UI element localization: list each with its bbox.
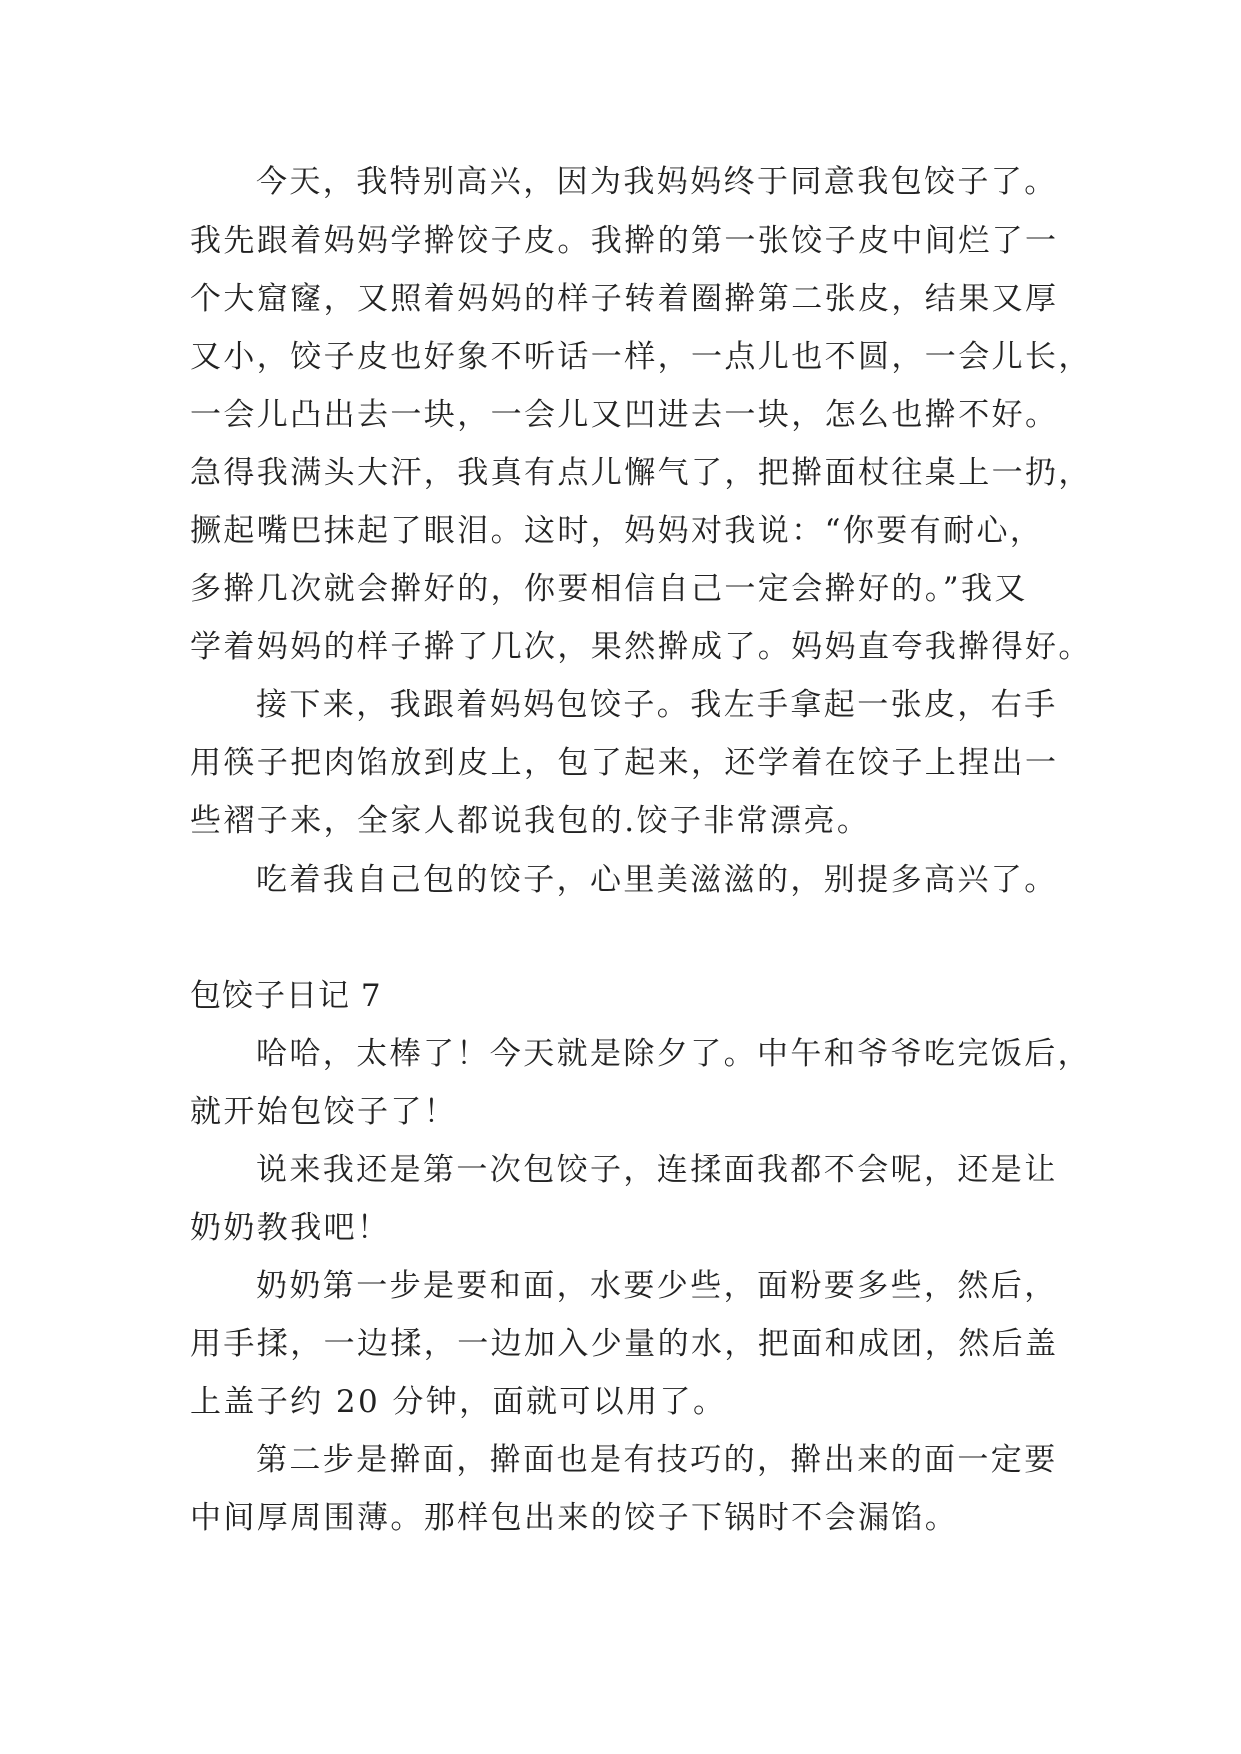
section-title: 包饺子日记 7	[190, 978, 382, 1014]
text-line: 学着妈妈的样子擀了几次，果然擀成了。妈妈直夸我擀得好。	[190, 629, 1092, 665]
text-line: 我先跟着妈妈学擀饺子皮。我擀的第一张饺子皮中间烂了一	[190, 223, 1059, 259]
text-line: 说来我还是第一次包饺子，连揉面我都不会呢，还是让	[256, 1152, 1058, 1188]
text-line: 多擀几次就会擀好的，你要相信自己一定会擀好的。”我又	[190, 571, 1028, 607]
text-line: 一会儿凸出去一块，一会儿又凹进去一块，怎么也擀不好。	[190, 397, 1059, 433]
text-line: 第二步是擀面，擀面也是有技巧的，擀出来的面一定要	[256, 1442, 1058, 1478]
text-line: 用手揉，一边揉，一边加入少量的水，把面和成团，然后盖	[190, 1326, 1059, 1362]
text-line: 又小，饺子皮也好象不听话一样，一点儿也不圆，一会儿长，	[190, 339, 1092, 375]
text-line: 哈哈，太棒了！今天就是除夕了。中午和爷爷吃完饭后，	[256, 1036, 1091, 1072]
text-line: 就开始包饺子了！	[190, 1094, 458, 1130]
text-line: 中间厚周围薄。那样包出来的饺子下锅时不会漏馅。	[190, 1500, 959, 1536]
text-line: 奶奶第一步是要和面，水要少些，面粉要多些，然后，	[256, 1268, 1058, 1304]
text-line: 撅起嘴巴抹起了眼泪。这时，妈妈对我说：“你要有耐心，	[190, 513, 1044, 549]
text-line: 接下来，我跟着妈妈包饺子。我左手拿起一张皮，右手	[256, 687, 1058, 723]
text-line: 用筷子把肉馅放到皮上，包了起来，还学着在饺子上捏出一	[190, 745, 1059, 781]
text-line: 上盖子约 20 分钟，面就可以用了。	[190, 1384, 727, 1420]
text-line: 个大窟窿，又照着妈妈的样子转着圈擀第二张皮，结果又厚	[190, 281, 1059, 317]
text-line: 些褶子来，全家人都说我包的.饺子非常漂亮。	[190, 803, 871, 839]
text-line: 吃着我自己包的饺子，心里美滋滋的，别提多高兴了。	[256, 862, 1058, 898]
text-line: 今天，我特别高兴，因为我妈妈终于同意我包饺子了。	[256, 164, 1058, 200]
text-line: 奶奶教我吧！	[190, 1210, 391, 1246]
text-line: 急得我满头大汗，我真有点儿懈气了，把擀面杖往桌上一扔，	[190, 455, 1092, 491]
